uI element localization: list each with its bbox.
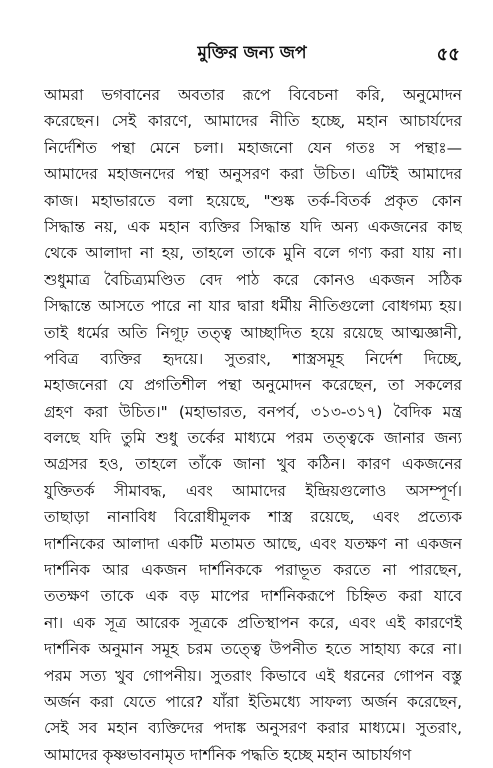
text-line: সিদ্ধান্তে আসতে পারে না যার দ্বারা ধর্মীয় নীতিগুলো বোধগম্য হয়। [44, 297, 462, 316]
page-number: ৫৫ [436, 44, 460, 65]
text-line: আমাদের মহাজনদের পন্থা অনুসরণ করা উচিত। এটিই আমাদের [44, 165, 462, 184]
text-line: তাই ধর্মের অতি নিগূঢ় তত্ত্ব আচ্ছাদিত হয়ে রয়েছে আত্মজ্ঞানী, [44, 323, 462, 342]
text-line: দার্শনিক অনুমান সমূহ চরম তত্ত্বে উপনীত হতে সাহায্য করে না। [44, 640, 462, 659]
text-line: অর্জন করা যেতে পারে? যাঁরা ইতিমধ্যে সাফল্য অর্জন করেছেন, [44, 692, 462, 711]
text-line: তাছাড়া নানাবিধ বিরোধীমূলক শাস্ত্র রয়েছে, এবং প্রত্যেক [44, 508, 462, 527]
text-line: অগ্রসর হও, তাহলে তাঁকে জানা খুব কঠিন। কারণ একজনের [44, 455, 462, 474]
page-header [44, 40, 460, 70]
text-line: দার্শনিকের আলাদা একটি মতামত আছে, এবং যতক্ষণ না একজন [44, 534, 462, 553]
text-line: করেছেন। সেই কারণে, আমাদের নীতি হচ্ছে, মহান আচার্যদের [44, 112, 462, 131]
text-line: পবিত্র ব্যক্তির হৃদয়ে। সুতরাং, শাস্ত্রসমূহ নির্দেশ দিচ্ছে, [44, 349, 462, 368]
text-line: কাজ। মহাভারতে বলা হয়েছে, "শুষ্ক তর্ক-বিতর্ক প্রকৃত কোন [44, 191, 462, 210]
text-line: থেকে আলাদা না হয়, তাহলে তাকে মুনি বলে গণ্য করা যায় না। [44, 244, 462, 263]
text-line: আমরা ভগবানের অবতার রূপে বিবেচনা করি, অনুমোদন [44, 86, 462, 104]
text-line: নির্দেশিত পন্থা মেনে চলা। মহাজনো যেন গতঃ স পন্থাঃ— [44, 138, 462, 157]
text-line: মহাজনেরা যে প্রগতিশীল পন্থা অনুমোদন করেছেন, তা সকলের [44, 376, 462, 395]
text-line: না। এক সূত্র আরেক সূত্রকে প্রতিস্থাপন করে, এবং এই কারণেই [44, 613, 462, 632]
text-line: গ্রহণ করা উচিত।" (মহাভারত, বনপর্ব, ৩১৩-৩১৭) বৈদিক মন্ত্র [44, 402, 462, 421]
text-line: দার্শনিক আর একজন দার্শনিককে পরাভূত করতে না পারছেন, [44, 561, 462, 580]
text-line: আমাদের কৃষ্ণভাবনামৃত দার্শনিক পদ্ধতি হচ্ছে মহান আচার্যগণ [44, 745, 412, 764]
text-line: ততক্ষণ তাকে এক বড় মাপের দার্শনিকরূপে চিহ্নিত করা যাবে [44, 587, 462, 606]
text-line: শুধুমাত্র বৈচিত্র্যমণ্ডিত বেদ পাঠ করে কোনও একজন সঠিক [44, 270, 462, 289]
text-line: সেই সব মহান ব্যক্তিদের পদাঙ্ক অনুসরণ করার মাধ্যমে। সুতরাং, [44, 719, 462, 738]
text-line: সিদ্ধান্ত নয়, এক মহান ব্যক্তির সিদ্ধান্ত যদি অন্য একজনের কাছ [44, 217, 462, 236]
text-line: বলছে যদি তুমি শুধু তর্কের মাধ্যমে পরম তত্ত্বকে জানার জন্য [44, 429, 462, 448]
text-line: যুক্তিতর্ক সীমাবদ্ধ, এবং আমাদের ইন্দ্রিয়গুলোও অসম্পূর্ণ। [44, 481, 462, 500]
body-text [44, 82, 462, 768]
text-line: পরম সত্য খুব গোপনীয়। সুতরাং কিভাবে এই ধরনের গোপন বস্তু [44, 666, 462, 685]
running-head: মুক্তির জন্য জপ [197, 43, 307, 63]
